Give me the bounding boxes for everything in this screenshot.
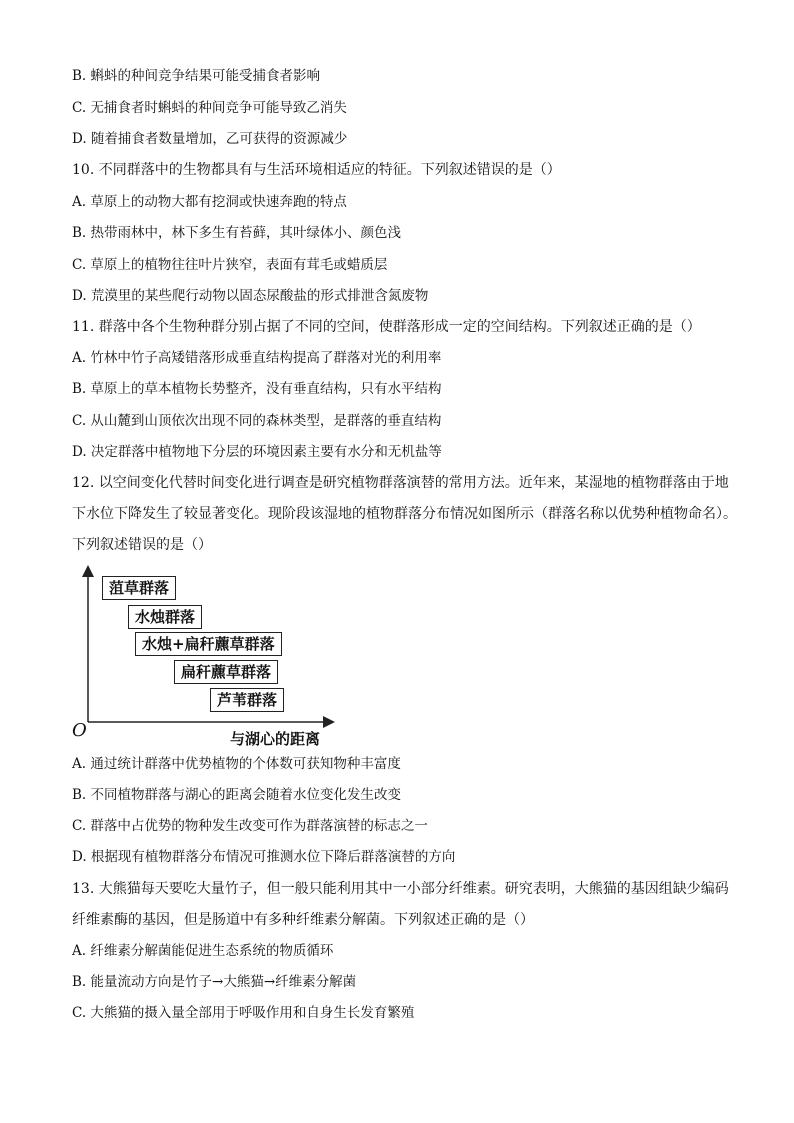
option-11a: A. 竹林中竹子高矮错落形成垂直结构提高了群落对光的利用率 [72, 350, 442, 366]
option-10a: A. 草原上的动物大都有挖洞或快速奔跑的特点 [72, 194, 347, 210]
option-12c: C. 群落中占优势的物种发生改变可作为群落演替的标志之一 [72, 818, 428, 834]
community-box-4: 扁秆藨草群落 [174, 660, 278, 684]
origin-label: O [72, 720, 87, 741]
question-11-stem: 11. 群落中各个生物种群分别占据了不同的空间，使群落形成一定的空间结构。下列叙述正确的是（） [72, 319, 701, 335]
option-12d: D. 根据现有植物群落分布情况可推测水位下降后群落演替的方向 [72, 849, 456, 865]
community-box-3: 水烛+扁秆藨草群落 [135, 632, 282, 656]
question-12-stem-line3: 下列叙述错误的是（） [72, 537, 212, 553]
option-13a: A. 纤维素分解菌能促进生态系统的物质循环 [72, 943, 334, 959]
x-axis-label: 与湖心的距离 [230, 730, 321, 748]
option-10c: C. 草原上的植物往往叶片狭窄，表面有茸毛或蜡质层 [72, 257, 388, 273]
option-13b: B. 能量流动方向是竹子→大熊猫→纤维素分解菌 [72, 974, 357, 990]
option-10d: D. 荒漠里的某些爬行动物以固态尿酸盐的形式排泄含氮废物 [72, 288, 429, 304]
community-box-1: 菹草群落 [102, 576, 176, 600]
question-12-stem-line1: 12. 以空间变化代替时间变化进行调查是研究植物群落演替的常用方法。近年来，某湿地的植物群落由于地 [72, 475, 729, 491]
option-9b: B. 蝌蚪的种间竞争结果可能受捕食者影响 [72, 68, 321, 84]
community-box-2: 水烛群落 [128, 605, 202, 629]
option-11d: D. 决定群落中植物地下分层的环境因素主要有水分和无机盐等 [72, 444, 442, 460]
question-10-stem: 10. 不同群落中的生物都具有与生活环境相适应的特征。下列叙述错误的是（） [72, 162, 561, 178]
option-9c: C. 无捕食者时蝌蚪的种间竞争可能导致乙消失 [72, 100, 347, 116]
question-13-stem-line1: 13. 大熊猫每天要吃大量竹子，但一般只能利用其中一小部分纤维素。研究表明，大熊猫的基因组缺少编码 [72, 881, 729, 897]
option-9d: D. 随着捕食者数量增加，乙可获得的资源减少 [72, 131, 348, 147]
community-box-5: 芦苇群落 [210, 688, 284, 712]
question-13-stem-line2: 纤维素酶的基因，但是肠道中有多种纤维素分解菌。下列叙述正确的是（） [72, 912, 534, 928]
option-11b: B. 草原上的草本植物长势整齐，没有垂直结构，只有水平结构 [72, 381, 442, 397]
option-13c: C. 大熊猫的摄入量全部用于呼吸作用和自身生长发育繁殖 [72, 1005, 415, 1021]
option-10b: B. 热带雨林中，林下多生有苔藓，其叶绿体小、颜色浅 [72, 225, 402, 241]
question-12-stem-line2: 下水位下降发生了较显著变化。现阶段该湿地的植物群落分布情况如图所示（群落名称以优势种植物命名）。 [72, 506, 737, 522]
option-12a: A. 通过统计群落中优势植物的个体数可获知物种丰富度 [72, 756, 401, 772]
option-12b: B. 不同植物群落与湖心的距离会随着水位变化发生改变 [72, 787, 402, 803]
option-11c: C. 从山麓到山顶依次出现不同的森林类型，是群落的垂直结构 [72, 413, 442, 429]
community-distribution-diagram [70, 562, 360, 752]
